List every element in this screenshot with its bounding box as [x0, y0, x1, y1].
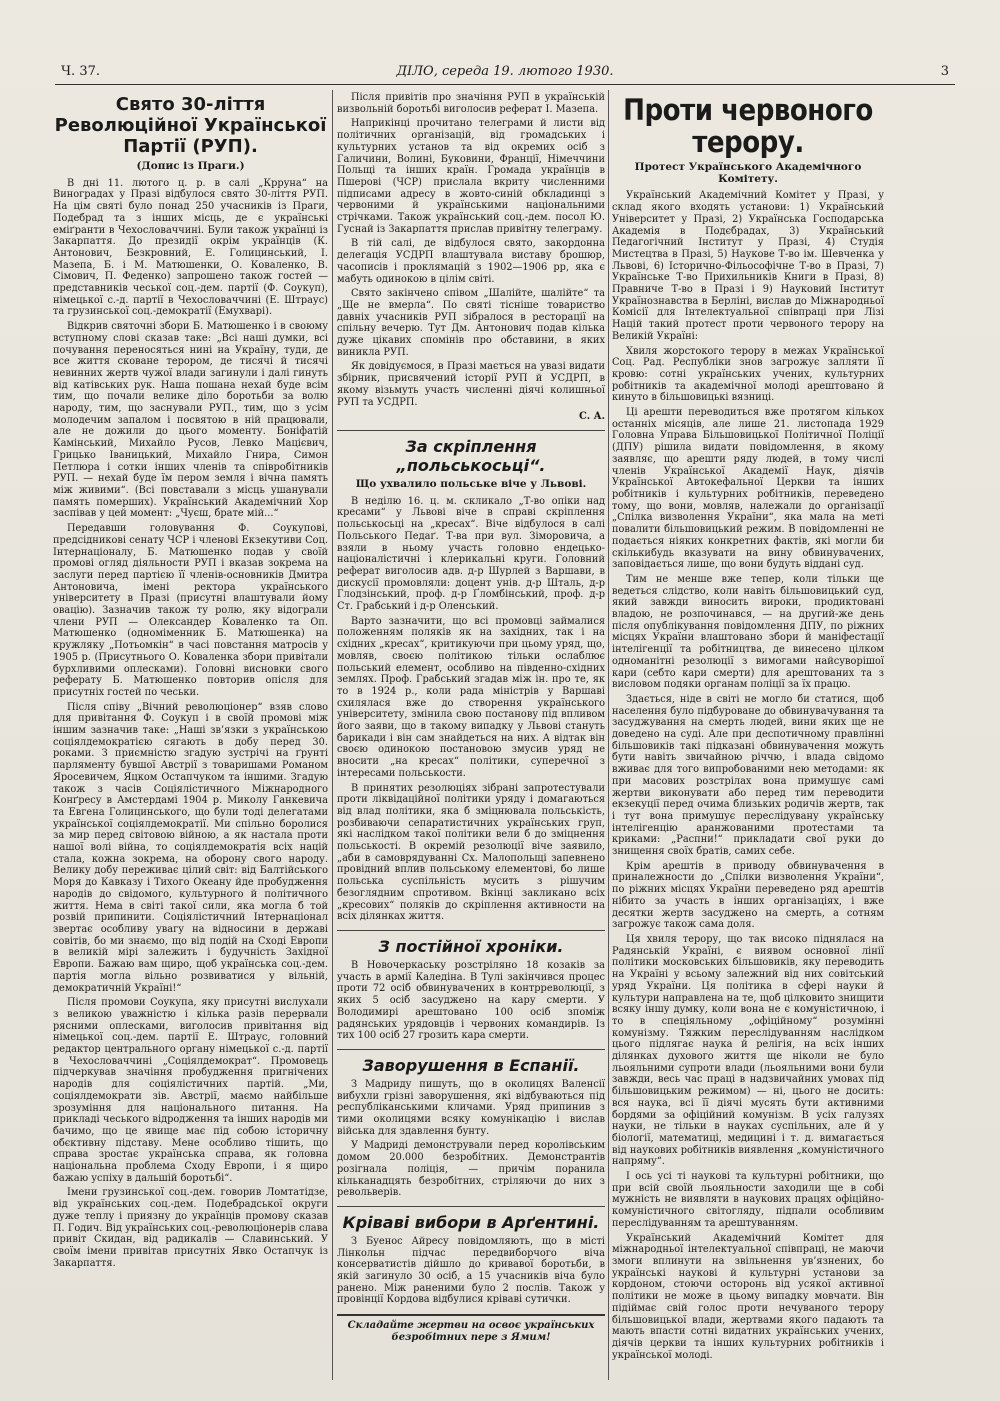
paragraph: В Новочеркаську розстріляно 18 козаків за участь в армії Каледіна. В Тулі закінчився процес проти 72 осіб обвинувачених в контрреволюції, з яких 5 осіб засуджено на кару смерти. У Володимирі арештовано 100 осіб зпоміж радянських урядовців і червоних командирів. Із тих 100 осіб 27 грозить кара смерти.	[337, 960, 605, 1042]
paragraph: В неділю 16. ц. м. скликало „Т-во опіки над кресами“ у Львові віче в справі скріплення польськосьці на „кресах“. Віче відбулося в салі Польського Педаґ. Т-ва при вул. Зіморовича, а взяли в ньому участь головно ендецько-націоналістичні і клерикальні круги. Головний реферат виголосив адв. д-р Шурлей з Варшави, в дискусії промовляли: доцент унів. д-р Шталь, д-р Глодзінський, проф. д-р Ґломбінський, проф. д-р Ст. Грабський і д-р Оленський.	[337, 495, 605, 613]
paragraph: Крім арештів в приводу обвинувачення в приналежности до „Спілки визволення України“, по ріжних місцях України переведено ряд арештів нібито за участь в інших організаціях, і вже десятки жертв засуджено на смерть, а сотням загрожує також сама доля.	[612, 860, 884, 931]
paragraph: Український Академічний Комітет у Празі, у склад якого входять установи: 1) Український Університет у Празі, 2) Українська Господарська Академія в Подєбрадах, 3) Український Педагогічний Інститут у Празі, 4) Студія Мистецтва в Празі, 5) Наукове Т-во ім. Шевченка у Львові, 6) Історично-Фільософічне Т-во в Празі, 7) Українське Т-во Прихильників Книги в Празі, 8) Правниче Т-во в Празі і 9) Науковий Інститут Українознавства в Берліні, вислав до Міжнародньої Комісії для Інтелектуальної співпраці при Лізі Націй такий протест проти червоного терору на Великій Україні:	[612, 190, 884, 342]
paragraph: І ось усі ті наукові та культурні робітники, що при всій своїй льояльности заходили ще в собі мужність не виявляти в наукових працях офіційно-комуністичного світогляду, підпали особливим переслідуванням та арештуванням.	[612, 1171, 884, 1229]
article-separator	[337, 1206, 605, 1207]
paragraph: Свято закінчено співом „Шалійте, шалійте“ та „Ще не вмерла“. По святі тісніше товариство давніх учасників РУП зібралося в ресторації на спільну вечерю. Тут Дм. Антонович подав кілька дуже цікавих спомінів про обставини, в яких виникла РУП.	[337, 288, 605, 358]
paragraph: Здається, ніде в світі не могло би статися, щоб населення було підбуроване до обвинувачування та засуджування на смерть людей, вини яких ще не доведено на суді. Але при деспотичному правлінні більшовиків такі підказані обвинувачення можуть бути навіть звичайною річчю, і влада свідомо вживає для того випробованими нею методами: як при масових розстрілах вона примушує самі жертви виконувати або перед тим переводити екзекуції перед очима близьких родичів жертв, так і тут вона примушує переслідувану українську інтелігенцію аранжованими протестами та криками: „Распни!“ прикладати свої руки до знищення своїх братів, самих себе.	[612, 693, 884, 858]
column-2	[337, 92, 605, 1382]
donation-appeal: Складайте жертви на освоє українських безробітних пере з Ямим!	[337, 1314, 605, 1343]
column-rule	[332, 90, 333, 1380]
paragraph: Тим не менше вже тепер, коли тільки ще ведеться слідство, коли навіть більшовицький суд, який завжди виносить вироки, продиктовані владою, не розпочинався, — на другий-же день після опублікування повідомлення ДПУ, по ріжних місцях України влаштовано збори й маніфестації інтелігенції та робітництва, де винесено цілком одноманітні резолюції з вимогами найсуворішої кари (себто кари смерти) для арештованих та з висловом подяки органам поліції за їх працю.	[612, 573, 884, 691]
article-separator	[337, 430, 605, 431]
article-rup-continued	[337, 92, 605, 423]
article-terror-subtitle: Протест Українського Академічного Комітету.	[634, 161, 862, 185]
article-rup-title: Свято 30-ліття Революційної Української Партії (РУП).	[54, 94, 327, 157]
paragraph: Передавши головування Ф. Соукупові, предсідникові сенату ЧСР і членові Екзекутиви Соц. Інтернаціоналу, Б. Матюшенко подав у своїй промові огляд діяльности РУП і вказав зокрема на заслуги перед партією її членів-основників Дмитра Антоновича, імені ректора українського університету в Празі (присутні влаштували йому овацію). Зазначив також ту ролю, яку відограли члени РУП — Олександер Коваленко та Оп. Матюшенко (одноміменник Б. Матюшенка) на кружляку „Потьомкін“ в часі повстання матросів у 1905 р. (Присутнього О. Коваленка збори привітали бурхливими оплесками). Головні висновки свого реферату Б. Матюшенко повторив опісля для присутніх гостей по чеськи.	[53, 523, 328, 698]
paragraph: Наприкінці прочитано телеграми й листи від політичних організацій, від громадських і культурних установ та від окремих осіб з Галичини, Волині, Буковини, Франції, Німеччини Польщі та інших країн. Громада українців в Пшерові (ЧСР) прислала вкриту численними підписами адресу в жовто-синій обкладинці з червоними й українськими національними стрічками. Також український соц.-дем. посол Ю. Гуснай із Закарпаття прислав привітну телеграму.	[337, 118, 605, 235]
column-3	[612, 92, 884, 1382]
article-rup-body	[53, 178, 328, 1270]
article-terror-title: Проти червоного терору.	[623, 93, 873, 159]
article-chronicle-title: З постійної хроніки.	[378, 937, 564, 956]
paragraph: З Мадриду пишуть, що в околицях Валенсії вибухли грізні заворушення, які відбуваються під республіканськими кличами. Уряд припинив з тими околицями всяку комунікацію і вислав війська для здавлення бунту.	[337, 1078, 605, 1137]
article-polish-subtitle: Що ухвалило польське віче у Львові.	[355, 477, 587, 490]
paragraph: В принятих резолюціях зібрані запротестували проти ліквідаційної політики уряду і домагаються від влад політики, яка б зміцнювала польськість, розбиваючи сепаратистичних українських груп, які наслідком такої політики вели б до зміцнення польськості. В окремій резолюції віче заявило, „аби в самоврядуванні Сх. Малопольщі запевнено провідний вплив польському елементові, бо лише польська суспільність мусить з рішучим безоглядним спротивом. Вкінці закликано всіх „кресових“ поляків до скріплення активности на всіх ділянках життя.	[337, 782, 605, 923]
paragraph: Після промови Соукупа, яку присутні вислухали з великою уважністю і кілька разів перервали рясними оплесками, виголосив привітання від німецької соц.-дем. партії Е. Штраус, головний редактор центрального органу німецької с.-д. партії в Чехословаччині „Соціялдемократ“. Промовець підчеркував значіння пробудження пригнічених народів для соціялістичних партій. „Ми, соціялдемократи зів. Австрії, маємо найбільше зрозуміння для національного питання. На прикладі чеського відродження та інших народів ми бачимо, що це явище має під собою історичну обєктивну підставу. Мене особливо тішить, що справа зростає українська справа, як головна національна проблема Сходу Европи, і я щиро бажаю успіху в дальшій боротьбі“.	[53, 997, 328, 1184]
paragraph: В тій салі, де відбулося свято, закордонна делегація УСДРП влаштувала виставу брошюр, часописів і проклямацій з 1902—1906 рр, яка є мабуть одинокою в цілім світі.	[337, 238, 605, 285]
article-argentina-title: Кріваві вибори в Арґентині.	[342, 1212, 600, 1232]
paragraph: Як довідуємося, в Празі мається на увазі видати збірник, присвячений історії РУП й УСДРП, в якому візьмуть участь численні діячі колишньої РУП та УСДРП.	[337, 361, 605, 408]
article-separator	[337, 1049, 605, 1050]
paragraph: Український Академічний Комітет для міжнародньої інтелектуальної співпраці, не маючи змоги вплинути на звільнення ув’язнених, бо українські наукові й культурні установи за кордоном, стоючи осторонь від усякої активної політики не може в цьому випадку мовчати. Він підіймає свій голос проти нечуваного терору більшовицької влади, жертвами якого падають та мають впасти сотні видатних українських учених, діячів церкви та інших культурних робітників і української молоді.	[612, 1232, 884, 1361]
column-1	[53, 92, 328, 1382]
paragraph: Ця хвиля терору, що так високо піднялася на Радянській Україні, є виявом основної лінії політики московських більшовиків, яку переводить на Україні у всьому залежний від них совітський уряд України. Ця політика в сфері науки й культури направлена на те, щоб цілковито знищити всяку іншу думку, коли вона не є комуністичною, і то в спеціяльному „офіційному“ розумінні комунізму. Тяжким переслідуванням наслідком цього підлягає наука й релігія, на всіх інших ділянках духового життя ще ніколи не було льояльними супроти влади (льояльними вони були завжди, весь час праці в надзвичайних умовах під більшовицьким режимом) — ні, цього не досить: вся наука, всі її діячі мусять бути активними бордями за офіційний комунізм. В усіх галузях науки, не тільки в науках суспільних, але й у біології, математиці, медицині і т. д. вимагається від наукових робітників виявлення „комуністичного напряму“.	[612, 934, 884, 1168]
paragraph: Ці арешти переводиться вже протягом кількох останніх місяців, але лише 21. листопада 1929 Головна Управа Більшовицької Політичної Поліції (ДПУ) рішила видати повідомлення, в якому заявляє, що арешти ряду людей, в тому числі членів Української Академії Наук, діячів Української Автокефальної Церкви та інших робітників і культурних робітників, переведено тому, що вони, мовляв, належали до організації „Спілка визволення України“, яка мала на меті повалити більшовицький режим. В повідомленні не подається ніяких конкретних фактів, які могли би скількибудь вказувати на вину обвинувачених, заповідається лише, що вони будуть віддані суд.	[612, 407, 884, 571]
paragraph: Хвиля жорстокого терору в межах Української Соц. Рад. Республіки знов загрожує залляти її кровю: сотні українських учених, культурних робітників та академічної молоді арештовано й кинуто в більшовицькі вязниці.	[612, 345, 884, 404]
article-byline: С. А.	[578, 411, 605, 423]
page-number: 3	[940, 64, 949, 79]
column-rule	[608, 90, 609, 1380]
paragraph: Відкрив святочні збори Б. Матюшенко і в своюму вступному слові сказав таке: „Всі наші думки, всі почування переносяться нині на Україну, туди, де все життя сковане терором, де тисячі й тисячі невинних жертв чужої влади загинули і далі гинуть від катівських рук. Наша пошана нехай буде всім тим, що почали велике діло боротьби за волю народу, тим, що заснували РУП., тим, що з усім молодечим запалом і посвятою в ній працювали, але не дожили до цього моменту. Боніфатій Камінський, Михайло Русов, Левко Мацієвич, Грицько Іваницький, Михайло Гнира, Симон Петлюра і сотки інших членів та співробітників РУП. — нехай буде їм пером земля і вічна память між живими“. (Всі повставали з місць ушанували память померших). Український Академічний Хор заспівав у цей момент: „Чуєш, брате мій...“	[53, 321, 328, 520]
article-polish-title: За скріплення „польськосьці“.	[396, 436, 546, 475]
article-spain-title: Заворушення в Еспанії.	[362, 1055, 580, 1075]
paragraph: Варто зазначити, що всі промовці займалися положенням поляків як на західних, так і на східних „кресах“, критикуючи при цьому уряд, що, мовляв, своєю політикою тільки ослаблює польський елемент, особливо на південно-східних землях. Проф. Грабський згадав між ін. про те, як то в 1924 р., коли рада міністрів у Варшаві схилялася вже до створення українського університету, змінила свою постанову під впливом його заяви, що в такому випадку у Львові стануть барикади і він сам знайдеться на них. А відтак він своєю одинокою постановою змусив уряд не вносити „на кресах“ політики, суперечної з інтересами польськости.	[337, 615, 605, 779]
paragraph: Після привітів про значіння РУП в українській визвольній боротьбі виголосив реферат І. Мазепа.	[337, 92, 605, 115]
paragraph: У Мадриді демонстрували перед королівським домом 20.000 безробітних. Демонстрантів розігнала поліція, — причім поранила кільканадцять безробітних, стріляючи до них з револьверів.	[337, 1140, 605, 1199]
running-head	[55, 62, 955, 85]
paragraph: З Буенос Айресу повідомляють, що в місті Лінкольн підчас передвиборчого віча консерватистів дійшло до кривавої боротьби, в якій загинуло 30 осіб, а 15 учасників віча було ранено. Між раненими було 2 послів. Також у провінції Кордова відбулися кріваві сутички.	[337, 1235, 605, 1306]
article-rup-subtitle: (Допис із Праги.)	[136, 160, 245, 172]
paragraph: Після співу „Вічний революціонер“ взяв слово для привітання Ф. Соукуп і в своїй промові між іншим зазначив таке: „Наші зв’язки з українською соціялдемократією сягають в добу перед 30. роками. З приємністю згадую зустрічі на ґрунті парляменту бувшої Австрії з товаришами Романом Яросевичем, Яцком Остапчуком та іншими. Згадую також з часів Соціялістичного Міжнародного Конґресу в Амстердамі 1904 р. Миколу Ганкевича та Евгена Голицинського, що були тоді делегатами української соціялдемократії. Ми спільно боролися за мир перед світовою війною, а як настала проти нашої волі війна, то соціялдемократія всіх націй стала, кожна зокрема, на оборону свого народу. Велику добу переживає цілий світ: від Балтійського Моря до Кавказу і Тихого Океану йде пробудження народів до свідомого, культурного й політичного життя. Нема в світі такої сили, яка могла б той розвій припинити. Соціялістичний Інтернаціонал звертає особливу увагу на відносини в державі совітів, бо ми знаємо, що від подій на Сході Европи в великій мірі залежить і будучність Західної Европи. Бажаю вам щиро, щоб українська соц.-дем. партія могла вільно розвиватися у вільній, демократичній Україні!“	[53, 701, 328, 994]
paragraph: В дні 11. лютого ц. р. в салі „Крруна“ на Виноградах у Празі відбулося свято 30-ліття РУП. На цім святі було понад 250 учасників із Праги, Подебрад та з інших місць, де є українські еміґранти в Чехословаччині. Були також українці із Закарпаття. До президії окрім українців (К. Антонович, Безкровний, Е. Голицинський, І. Мазепа, Б. і М. Матюшенки, О. Коваленко, В. Сімович, П. Феденко) запрошено також гостей — представників чеської соц.-дем. партії (Ф. Соукуп), німецької с.-д. партії в Чехословаччині (Е. Штраус) та грузинської соц.-демократії (Емухварі).	[53, 177, 328, 318]
article-separator	[337, 930, 605, 931]
paragraph: Імени грузинської соц.-дем. говорив Ломтатідзе, від українських соц.-дем. Подебрадської округи дуже теплу і приязну до українців промову сказав П. Годич. Від українських соц.-революціонерів слава привіт Скидан, від радикалів — Славинський. У своїм імени привітав присутніх Явко Остапчук із Закарпаття.	[53, 1187, 328, 1269]
newspaper-title-date: ДІЛО, середа 19. лютого 1930.	[396, 64, 614, 79]
issue-number: Ч. 37.	[61, 64, 100, 79]
